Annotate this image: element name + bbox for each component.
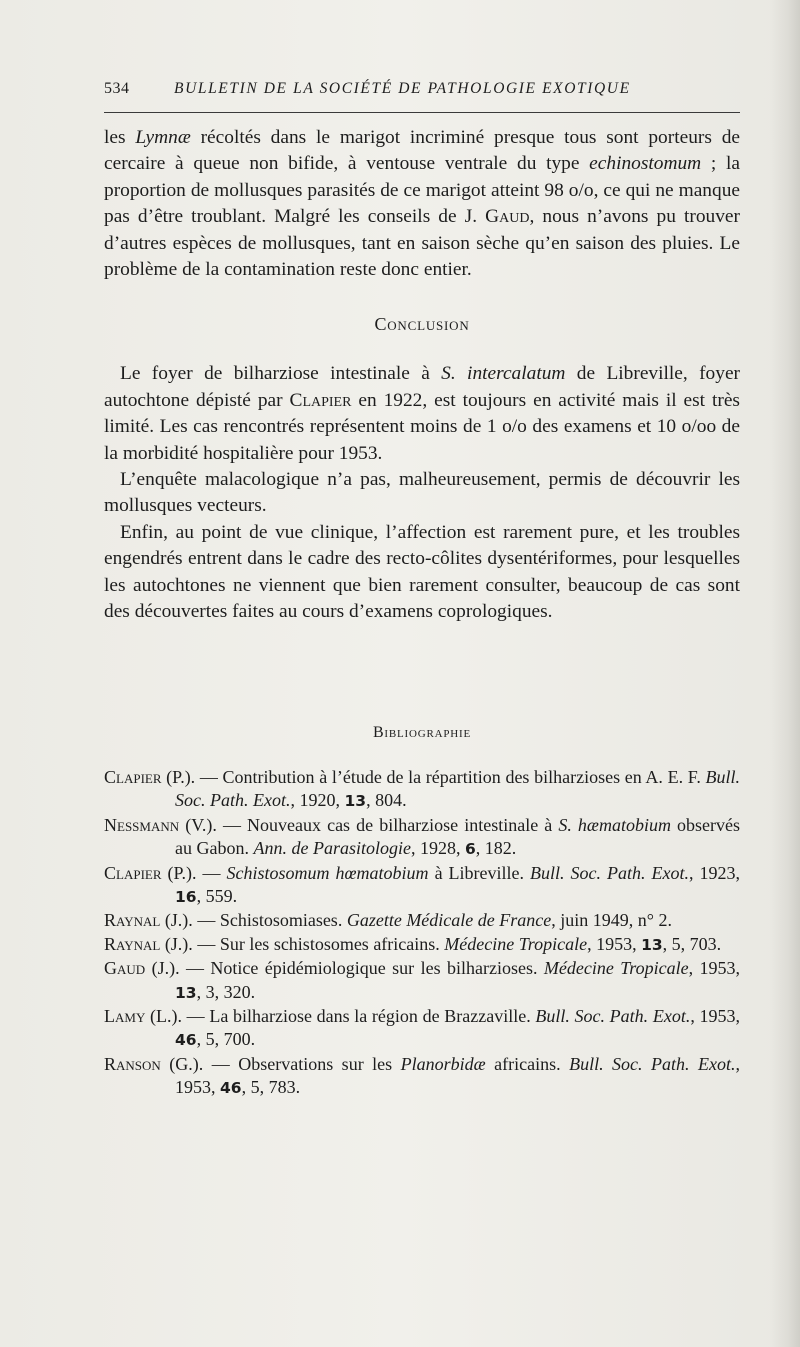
entry-initials: (J.). bbox=[160, 933, 193, 954]
entry-journal: Médecine Tropicale bbox=[444, 933, 588, 954]
entry-pages: , 559. bbox=[196, 886, 238, 907]
entry-species: S. hæmatobium bbox=[558, 814, 671, 835]
entry-author: Raynal bbox=[104, 910, 161, 931]
bibliography-entry bbox=[104, 814, 740, 862]
entry-title: — bbox=[196, 862, 227, 883]
conclusion-paragraph-1 bbox=[104, 361, 740, 467]
entry-author: Nessmann bbox=[104, 814, 180, 835]
entry-volume: 13 bbox=[344, 792, 367, 811]
entry-journal: Médecine Tropicale bbox=[543, 958, 689, 979]
entry-date: , juin 1949, n° 2. bbox=[551, 910, 672, 931]
entry-title: — Sur les schistosomes africains. bbox=[192, 933, 445, 954]
entry-author: Lamy bbox=[104, 1006, 146, 1027]
text-run: les bbox=[104, 127, 136, 148]
species-name: S. intercalatum bbox=[441, 363, 566, 385]
intro-paragraph bbox=[104, 125, 740, 283]
entry-title: — Notice épidémiologique sur les bilharzioses. bbox=[179, 958, 544, 979]
bibliography-entry bbox=[104, 957, 740, 1005]
entry-journal: Bull. Soc. Path. Exot. bbox=[530, 862, 690, 883]
text-run: Le foyer de bilharziose intestinale à bbox=[120, 363, 442, 385]
entry-title: — Schistosomiases. bbox=[192, 910, 347, 931]
entry-pages: , 5, 783. bbox=[241, 1077, 301, 1098]
conclusion-heading: Conclusion bbox=[374, 314, 470, 335]
header-rule bbox=[104, 112, 740, 113]
running-head: BULLETIN DE LA SOCIÉTÉ DE PATHOLOGIE EXOTIQUE bbox=[174, 80, 631, 97]
bibliography-heading: Bibliographie bbox=[372, 724, 472, 741]
page-edge-shadow bbox=[770, 0, 800, 1347]
entry-title: — Contribution à l’étude de la répartition des bilharzioses en A. E. F. bbox=[195, 767, 706, 787]
text-run: ; la proportion de mollusques parasités de ce marigot atteint 98 o/o, ce qui ne manque pas d’être troublant. Malgré les conseils de J. bbox=[104, 153, 740, 228]
entry-title: — Nouveaux cas de bilharziose intestinale à bbox=[216, 814, 559, 835]
entry-initials: (J.). bbox=[160, 910, 193, 931]
entry-journal: Gazette Médicale de France bbox=[346, 910, 552, 931]
entry-volume: 13 bbox=[175, 983, 197, 1002]
entry-pages: , 804. bbox=[366, 790, 407, 811]
bibliography-section bbox=[104, 720, 740, 1101]
bibliography-entry bbox=[104, 933, 740, 957]
bibliography-entry bbox=[104, 1005, 740, 1053]
bibliography-entry bbox=[104, 862, 740, 910]
bibliography-list bbox=[104, 766, 740, 1101]
body-text bbox=[104, 125, 740, 626]
author-name: Clapier bbox=[289, 389, 352, 411]
entry-author: Clapier bbox=[104, 767, 162, 787]
entry-journal: Bull. Soc. Path. Exot. bbox=[175, 767, 740, 811]
entry-volume: 16 bbox=[175, 888, 197, 907]
entry-initials: (P.). bbox=[161, 862, 197, 883]
cercaria-type: echinostomum bbox=[589, 153, 702, 175]
entry-volume: 46 bbox=[175, 1031, 197, 1050]
entry-volume: 13 bbox=[641, 935, 663, 954]
entry-title: — La bilharziose dans la région de Brazzaville. bbox=[182, 1006, 536, 1027]
entry-species: Schistosomum hœmatobium bbox=[226, 862, 429, 883]
entry-title: observés au Gabon. bbox=[175, 814, 741, 859]
page-number: 534 bbox=[104, 80, 130, 97]
entry-year: , 1923, bbox=[689, 862, 741, 883]
entry-author: Gaud bbox=[104, 958, 146, 979]
conclusion-paragraph-2: L’enquête malacologique n’a pas, malheureusement, permis de découvrir les mollusques vecteurs. bbox=[104, 469, 740, 517]
entry-journal: Ann. de Parasitologie bbox=[253, 838, 411, 859]
entry-pages: , 5, 700. bbox=[196, 1029, 256, 1050]
entry-volume: 6 bbox=[464, 840, 476, 859]
entry-pages: , 5, 703. bbox=[662, 933, 722, 954]
entry-initials: (G.). bbox=[160, 1053, 204, 1074]
conclusion-paragraph-3: Enfin, au point de vue clinique, l’affection est rarement pure, et les troubles engendrés entrent dans le cadre des recto-côlites dysentériformes, pour lesquelles les autochtones ne viennent que bien rarement consulter, beaucoup de cas sont des découvertes faites au cours d’examens coprologiques. bbox=[104, 521, 740, 623]
entry-journal: Bull. Soc. Path. Exot. bbox=[535, 1006, 691, 1027]
entry-year: , 1920, bbox=[290, 790, 345, 811]
bibliography-entry bbox=[104, 1053, 740, 1101]
entry-author: Ranson bbox=[104, 1053, 161, 1074]
genus-name: Lymnæ bbox=[135, 127, 191, 148]
entry-species: Planorbidæ bbox=[400, 1053, 486, 1074]
entry-initials: (P.). bbox=[161, 767, 196, 787]
entry-journal: Bull. Soc. Path. Exot. bbox=[569, 1053, 736, 1074]
bibliography-entry bbox=[104, 909, 740, 932]
entry-initials: (J.). bbox=[145, 958, 180, 979]
entry-initials: (L.). bbox=[145, 1006, 182, 1027]
entry-title: africains. bbox=[485, 1053, 570, 1074]
text-run: , nous n’avons pu trouver d’autres espèces de mollusques, tant en saison sèche qu’en saison des pluies. Le problème de la contamination reste donc entier. bbox=[104, 206, 740, 281]
entry-year: , 1953, bbox=[688, 958, 741, 979]
entry-volume: 46 bbox=[220, 1079, 242, 1098]
bibliography-entry bbox=[104, 766, 740, 814]
text-run: en 1922, est toujours en activité mais il est très limité. Les cas rencontrés représentent moins de 1 o/o des examens et 10 o/oo de la morbidité hospitalière pour 1953. bbox=[104, 389, 740, 464]
entry-initials: (V.). bbox=[179, 814, 217, 835]
entry-year: , 1953, bbox=[175, 1053, 740, 1098]
entry-pages: , 3, 320. bbox=[196, 981, 256, 1002]
entry-pages: , 182. bbox=[475, 838, 517, 859]
entry-year: , 1928, bbox=[410, 838, 465, 859]
entry-author: Clapier bbox=[104, 862, 162, 883]
text-run: récoltés dans le marigot incriminé presque tous sont porteurs de cercaire à queue non bifide, à ventouse ventrale du type bbox=[104, 127, 741, 175]
entry-author: Raynal bbox=[104, 933, 161, 954]
entry-year: , 1953, bbox=[690, 1006, 740, 1027]
entry-title: — Observations sur les bbox=[203, 1053, 401, 1074]
author-name: Gaud bbox=[485, 206, 530, 228]
page-header bbox=[104, 78, 740, 108]
entry-year: , 1953, bbox=[587, 933, 642, 954]
entry-title: à Libreville. bbox=[428, 862, 531, 883]
text-run: de Libreville, foyer autochtone dépisté par bbox=[104, 363, 741, 411]
